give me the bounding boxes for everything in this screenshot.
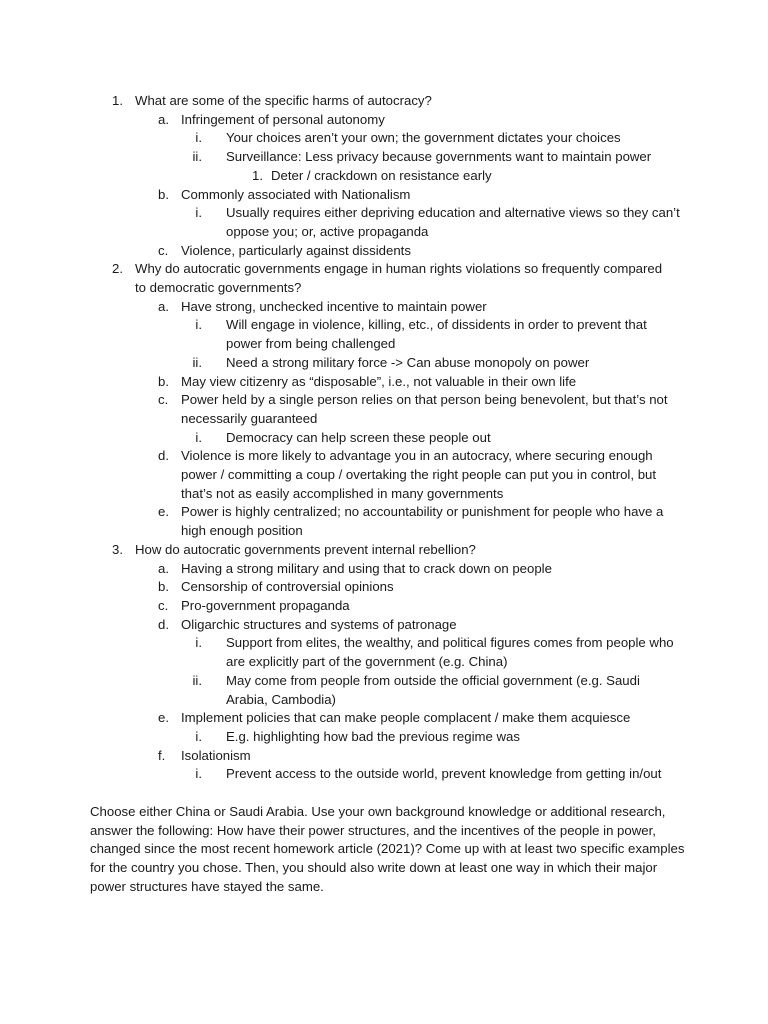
question-item [0,541,768,560]
list-marker: 2. [112,261,123,277]
sub-item [0,672,768,709]
list-marker: e. [158,710,169,726]
list-item-text: Violence, particularly against dissidents [181,242,411,258]
sub-item [0,129,768,148]
list-marker: c. [158,242,169,258]
list-marker: 1. [112,93,123,108]
answer-item [0,373,768,392]
list-item-text: How do autocratic governments prevent internal rebellion? [135,541,476,557]
sub-sub-item [0,167,768,186]
list-marker: 3. [112,541,123,557]
answer-item [0,503,768,540]
answer-item [0,709,768,728]
sub-item [0,316,768,353]
list-item-text: Support from elites, the wealthy, and political figures comes from people who are explicitly part of the government (e.g. China) [226,635,674,670]
list-marker: i. [195,728,202,744]
answer-item [0,447,768,503]
list-item-text: What are some of the specific harms of autocracy? [135,93,432,108]
list-item-text: Have strong, unchecked incentive to maintain power [181,298,487,314]
list-marker: a. [158,111,169,127]
list-item-text: E.g. highlighting how bad the previous regime was [226,728,520,744]
list-marker: i. [195,317,202,333]
list-item-text: Pro-government propaganda [181,597,350,613]
list-marker: i. [195,429,202,445]
list-item-text: Deter / crackdown on resistance early [271,167,492,183]
question-item [0,92,768,111]
answer-item [0,298,768,317]
answer-item [0,597,768,616]
list-marker: f. [158,747,166,763]
list-item-text: May come from people from outside the official government (e.g. Saudi Arabia, Cambodia) [226,672,640,707]
list-item-text: Censorship of controversial opinions [181,579,394,595]
document-page [0,92,768,897]
list-marker: ii. [192,149,202,165]
list-item-text: Commonly associated with Nationalism [181,186,411,202]
list-item-text: Why do autocratic governments engage in human rights violations so frequently compared to democratic governments? [135,261,663,296]
list-item-text: Need a strong military force -> Can abuse monopoly on power [226,354,590,370]
answer-item [0,111,768,130]
list-item-text: Implement policies that can make people complacent / make them acquiesce [181,710,631,726]
answer-item [0,578,768,597]
list-marker: i. [195,130,202,146]
list-item-text: Isolationism [181,747,251,763]
sub-item [0,765,768,784]
answer-item [0,391,768,428]
list-item-text: Will engage in violence, killing, etc., of dissidents in order to prevent that power from being challenged [226,317,647,352]
sub-item [0,354,768,373]
list-marker: c. [158,597,169,613]
sub-item [0,429,768,448]
list-marker: i. [195,205,202,221]
list-item-text: May view citizenry as “disposable”, i.e., not valuable in their own life [181,373,577,389]
assignment-prompt: Choose either China or Saudi Arabia. Use your own background knowledge or additional research, answer the following: How have their power structures, and the incentives of the people in power, changed since the most recent homework article (2021)? Come up with at least two specific examples for the country you chose. Then, you should also write down at least one way in which their major power structures have stayed the same. [90,804,685,894]
list-marker: b. [158,186,169,202]
answer-item [0,186,768,205]
list-marker: b. [158,373,169,389]
list-marker: d. [158,616,169,632]
list-item-text: Prevent access to the outside world, prevent knowledge from getting in/out [226,766,662,782]
list-item-text: Your choices aren’t your own; the government dictates your choices [226,130,621,146]
sub-item [0,204,768,241]
list-marker: a. [158,298,169,314]
list-item-text: Violence is more likely to advantage you in an autocracy, where securing enough power / committing a coup / overtaking the right people can put you in control, but that’s not as easily accomplished in many governments [181,448,657,501]
list-marker: ii. [192,354,202,370]
answer-item [0,242,768,261]
list-item-text: Power is highly centralized; no accountability or punishment for people who have a high enough position [181,504,664,539]
list-marker: i. [195,635,202,651]
sub-item [0,728,768,747]
answer-item [0,747,768,766]
sub-item [0,634,768,671]
question-item [0,260,768,297]
list-item-text: Having a strong military and using that to crack down on people [181,560,552,576]
list-marker: c. [158,392,169,408]
list-marker: 1. [252,167,263,183]
list-item-text: Surveillance: Less privacy because governments want to maintain power [226,149,652,165]
list-marker: ii. [192,672,202,688]
list-marker: e. [158,504,169,520]
list-item-text: Usually requires either depriving education and alternative views so they can’t oppose you; or, active propaganda [226,205,680,239]
question-outline [0,92,768,784]
answer-item [0,560,768,579]
list-item-text: Democracy can help screen these people out [226,429,491,445]
answer-item [0,616,768,635]
list-item-text: Power held by a single person relies on that person being benevolent, but that’s not necessarily guaranteed [181,392,668,426]
sub-item [0,148,768,167]
list-marker: d. [158,448,169,464]
list-marker: a. [158,560,169,576]
list-marker: b. [158,579,169,595]
list-item-text: Infringement of personal autonomy [181,111,385,127]
list-marker: i. [195,766,202,782]
list-item-text: Oligarchic structures and systems of patronage [181,616,457,632]
